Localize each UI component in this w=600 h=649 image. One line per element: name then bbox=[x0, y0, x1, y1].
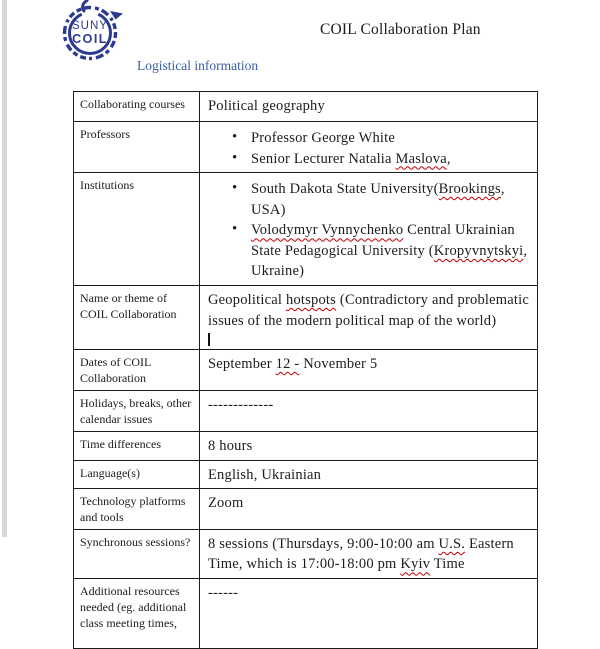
table-row bbox=[74, 390, 538, 431]
table-row bbox=[74, 286, 538, 350]
value-text: South Dakota State University( bbox=[251, 181, 439, 198]
misspelled-text: Kyiv bbox=[400, 556, 431, 573]
table-row bbox=[74, 578, 538, 648]
row-label-cell[interactable]: Professors bbox=[74, 122, 200, 173]
document-title: COIL Collaboration Plan bbox=[320, 21, 481, 38]
row-value-cell[interactable] bbox=[200, 350, 538, 391]
row-label-cell[interactable]: Language(s) bbox=[74, 460, 200, 489]
row-label-cell[interactable]: Name or theme of COIL Collaboration bbox=[74, 286, 200, 350]
row-value-cell[interactable] bbox=[200, 460, 538, 489]
cell-text bbox=[208, 354, 529, 375]
value-text: November 5 bbox=[299, 356, 378, 373]
row-value-cell[interactable] bbox=[200, 578, 538, 648]
value-text: (Contradictory and problematic issues of the modern political map of the world) bbox=[208, 292, 529, 329]
page-edge-strip bbox=[2, 0, 7, 537]
row-value-cell[interactable] bbox=[200, 173, 538, 286]
row-label-cell[interactable]: Additional resources needed (eg. additional class meeting times, bbox=[74, 578, 200, 648]
value-text: Eastern Time, which is 17:00-18:00 pm bbox=[208, 535, 514, 573]
value-text: English, Ukrainian bbox=[208, 466, 322, 483]
logo-text-coil: COIL bbox=[72, 32, 108, 46]
row-label-cell[interactable]: Time differences bbox=[74, 431, 200, 460]
row-label-cell[interactable]: Holidays, breaks, other calendar issues bbox=[74, 390, 200, 431]
value-text: Time bbox=[430, 556, 465, 573]
row-label-cell[interactable]: Collaborating courses bbox=[74, 92, 200, 122]
misspelled-text: Brookings bbox=[438, 181, 501, 198]
value-text: Professor George White bbox=[251, 130, 395, 146]
row-value-cell[interactable] bbox=[200, 286, 538, 350]
value-text: Geopolitical bbox=[208, 292, 287, 309]
value-text: Senior Lecturer Natalia bbox=[251, 150, 396, 167]
row-value-cell[interactable] bbox=[200, 529, 538, 578]
row-label-cell[interactable]: Synchronous sessions? bbox=[74, 529, 200, 578]
row-label-cell[interactable]: Institutions bbox=[74, 173, 200, 286]
value-text: Zoom bbox=[208, 495, 244, 512]
cell-text bbox=[208, 465, 529, 486]
table-row bbox=[74, 529, 538, 578]
value-text: ------ bbox=[208, 584, 239, 601]
table-row bbox=[74, 122, 538, 173]
logo-text-suny: SUNY bbox=[72, 20, 108, 32]
collaboration-plan-table bbox=[73, 91, 538, 649]
bullet-item bbox=[251, 220, 529, 282]
cell-text bbox=[208, 395, 529, 416]
cell-text bbox=[208, 96, 529, 117]
value-text: , USA) bbox=[251, 181, 505, 218]
bullet-list bbox=[208, 179, 529, 282]
table-row bbox=[74, 350, 538, 391]
bullet-item bbox=[251, 149, 529, 170]
misspelled-text: U.S. bbox=[438, 535, 466, 552]
value-text: ------------- bbox=[208, 396, 274, 413]
table-row bbox=[74, 460, 538, 489]
row-label-cell[interactable]: Technology platforms and tools bbox=[74, 489, 200, 530]
cell-text bbox=[208, 493, 529, 514]
misspelled-text: Volodymyr Vynnychenko bbox=[251, 222, 404, 239]
row-value-cell[interactable] bbox=[200, 122, 538, 173]
row-value-cell[interactable] bbox=[200, 431, 538, 460]
value-text: 8 sessions (Thursdays, 9:00-10:00 am bbox=[208, 535, 439, 552]
cell-text bbox=[208, 436, 529, 457]
misspelled-text: 12 - bbox=[275, 356, 300, 373]
cell-text bbox=[208, 534, 529, 575]
row-value-cell[interactable] bbox=[200, 489, 538, 530]
text-cursor bbox=[208, 333, 210, 346]
value-text: Central Ukrainian State Pedagogical University ( bbox=[251, 222, 515, 259]
row-value-cell[interactable] bbox=[200, 390, 538, 431]
suny-coil-logo-icon bbox=[54, 0, 128, 58]
value-text: 8 hours bbox=[208, 437, 253, 454]
row-value-cell[interactable] bbox=[200, 92, 538, 122]
value-text: Political geography bbox=[208, 98, 325, 114]
table-body bbox=[74, 92, 538, 649]
table-row bbox=[74, 92, 538, 122]
bullet-list bbox=[208, 128, 529, 169]
table-row bbox=[74, 173, 538, 286]
logistical-information-link[interactable]: Logistical information bbox=[137, 58, 259, 73]
bullet-item bbox=[251, 128, 529, 149]
value-text: September bbox=[208, 356, 276, 373]
misspelled-text: Maslova bbox=[395, 150, 447, 167]
table-row bbox=[74, 489, 538, 530]
cell-text bbox=[208, 583, 529, 604]
table-row bbox=[74, 431, 538, 460]
value-text: , Ukraine) bbox=[251, 242, 528, 280]
value-text: , bbox=[446, 150, 451, 167]
row-label-cell[interactable]: Dates of COIL Collaboration bbox=[74, 350, 200, 391]
cell-text bbox=[208, 290, 529, 331]
misspelled-text: hotspots bbox=[286, 292, 336, 309]
misspelled-text: Kropyvnytskyi bbox=[433, 242, 524, 259]
bullet-item bbox=[251, 179, 529, 220]
